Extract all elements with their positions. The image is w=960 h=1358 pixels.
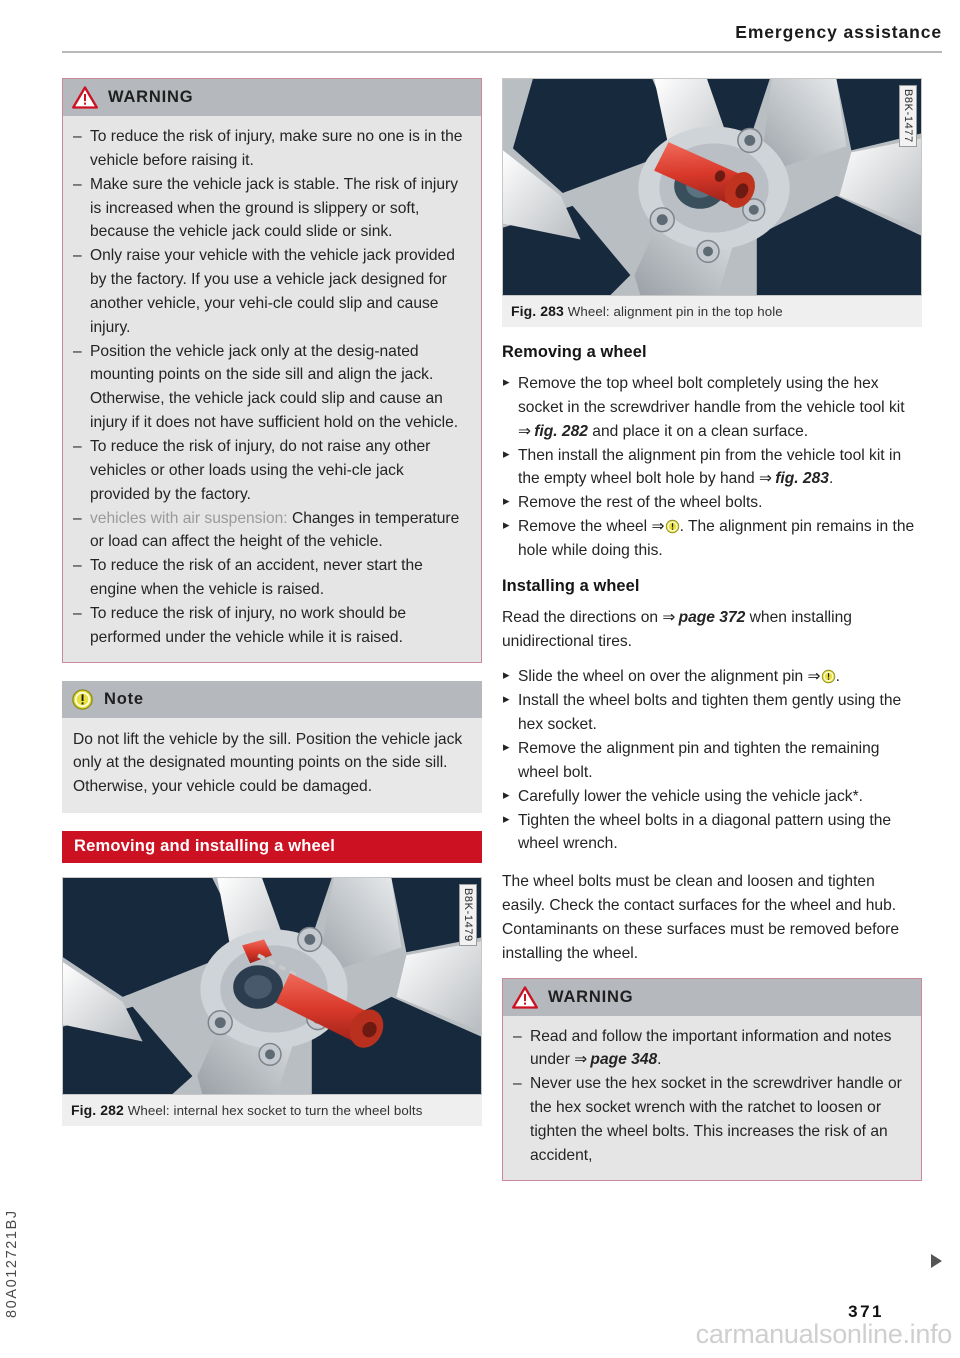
note-box-body bbox=[62, 718, 482, 814]
intro-page-reference: page 372 bbox=[678, 608, 746, 626]
step-text-post: . The alignment pin remains in the hole while doing this. bbox=[518, 518, 915, 559]
step-text-post: . bbox=[835, 668, 840, 686]
warning-item-post: . bbox=[657, 1051, 662, 1069]
warning-item: – To reduce the risk of injury, make sure no one is in the vehicle before raising it. bbox=[73, 125, 467, 173]
figure-283 bbox=[502, 78, 922, 327]
intro-post: when installing unidirectional tires. bbox=[502, 608, 852, 650]
warning-item-air-suspension bbox=[73, 507, 467, 555]
step-text: Slide the wheel on over the alignment pin bbox=[518, 668, 808, 686]
air-suspension-rest: Changes in temperature or load can affect the height of the vehicle. bbox=[90, 509, 460, 551]
installing-step: ▸ Tighten the wheel bolts in a diagonal pattern using the wheel wrench. bbox=[502, 809, 922, 857]
step-text: Remove the rest of the wheel bolts. bbox=[518, 494, 763, 512]
removing-step bbox=[502, 515, 922, 563]
figure-283-image bbox=[502, 78, 922, 296]
page-header bbox=[0, 0, 960, 60]
page-title: Emergency assistance bbox=[735, 22, 942, 42]
warning-triangle-icon bbox=[72, 86, 98, 109]
warning-page-reference: page 348 bbox=[590, 1051, 658, 1069]
warning-triangle-icon bbox=[512, 986, 538, 1009]
heading-removing-a-wheel: Removing a wheel bbox=[502, 343, 647, 361]
installing-step bbox=[502, 665, 922, 689]
step-text: Then install the alignment pin from the vehicle tool kit in the empty wheel bolt hole by hand bbox=[518, 446, 902, 488]
warning-item bbox=[513, 1025, 907, 1073]
removing-step bbox=[502, 491, 922, 515]
note-text: Do not lift the vehicle by the sill. Position the vehicle jack only at the designated mounting points on the side sill. Otherwise, your vehicle could be damaged. bbox=[73, 730, 463, 796]
left-column bbox=[62, 78, 482, 1142]
figure-282-caption bbox=[62, 1095, 482, 1126]
wheel-illustration-283 bbox=[503, 79, 921, 295]
reference-arrow-icon: ⇒ bbox=[759, 470, 776, 488]
warning-item: – Position the vehicle jack only at the desig-nated mounting points on the side sill and align the jack. Otherwise, the vehicle jack could slip and cause an injury if it does not have sufficient hold on the vehicle. bbox=[73, 340, 467, 435]
note-exclamation-icon bbox=[71, 688, 94, 711]
step-text-post: and place it on a clean surface. bbox=[587, 422, 809, 440]
installing-step: ▸ Install the wheel bolts and tighten them gently using the hex socket. bbox=[502, 689, 922, 737]
step-text: Remove the top wheel bolt completely using the hex socket in the screwdriver handle from the vehicle tool kit bbox=[518, 375, 905, 416]
note-box-header bbox=[62, 681, 482, 718]
warning-item-pre: Read and follow the important information and notes under bbox=[530, 1027, 892, 1069]
step-reference: fig. 283 bbox=[775, 470, 829, 488]
note-box bbox=[62, 681, 482, 814]
removing-step bbox=[502, 444, 922, 492]
installing-step: ▸ Carefully lower the vehicle using the vehicle jack*. bbox=[502, 785, 922, 809]
step-text: Remove the wheel bbox=[518, 518, 652, 536]
figure-283-caption-text: Wheel: alignment pin in the top hole bbox=[567, 304, 783, 319]
installing-step: ▸ Remove the alignment pin and tighten the remaining wheel bolt. bbox=[502, 737, 922, 785]
inline-note-badge-icon bbox=[665, 519, 680, 534]
header-divider bbox=[62, 51, 942, 53]
intro-pre: Read the directions on bbox=[502, 608, 663, 626]
figure-283-code: B8K-1477 bbox=[899, 85, 917, 147]
warning-item: – To reduce the risk of an accident, never start the engine when the vehicle is raised. bbox=[73, 554, 467, 602]
installing-steps-list bbox=[502, 665, 922, 856]
warning-item: – To reduce the risk of injury, do not raise any other vehicles or other loads using the vehi-cle jack provided by the factory. bbox=[73, 435, 467, 507]
heading-installing-a-wheel: Installing a wheel bbox=[502, 576, 640, 595]
page-number: 371 bbox=[848, 1302, 884, 1321]
figure-282 bbox=[62, 877, 482, 1126]
figure-283-caption bbox=[502, 296, 922, 327]
warning-item: – Never use the hex socket in the screwdriver handle or the hex socket wrench with the ratchet to loosen or tighten the wheel bolts. This increases the risk of an accident, bbox=[513, 1072, 907, 1167]
step-text-post: . bbox=[828, 470, 834, 488]
warning-box-bottom-body bbox=[503, 1016, 921, 1180]
warning-bottom-list bbox=[513, 1025, 907, 1168]
figure-282-caption-text: Wheel: internal hex socket to turn the wheel bolts bbox=[127, 1103, 423, 1119]
watermark: carmanualsonline.info bbox=[695, 1319, 952, 1349]
reference-arrow-icon: ⇒ bbox=[807, 668, 821, 686]
removing-steps-list bbox=[502, 372, 922, 563]
figure-283-number: Fig. 283 bbox=[511, 303, 564, 319]
figure-282-number: Fig. 282 bbox=[71, 1102, 124, 1119]
reference-arrow-icon: ⇒ bbox=[574, 1051, 591, 1069]
reference-arrow-icon: ⇒ bbox=[518, 422, 535, 440]
warning-box-bottom-header bbox=[503, 979, 921, 1016]
warning-box-bottom bbox=[502, 978, 922, 1181]
installing-intro bbox=[502, 606, 922, 654]
section-header-bar: Removing and installing a wheel bbox=[62, 831, 482, 863]
figure-282-image bbox=[62, 877, 482, 1095]
inline-note-badge-icon bbox=[821, 669, 836, 684]
removing-step bbox=[502, 372, 922, 444]
warning-list bbox=[73, 125, 467, 650]
right-column bbox=[502, 78, 922, 1199]
warning-box-header bbox=[63, 79, 481, 116]
warning-item: – Only raise your vehicle with the vehicle jack provided by the factory. If you use a vehicle jack designed for another vehicle, your vehi-cle could slip and cause injury. bbox=[73, 244, 467, 339]
document-id-vertical: 80A012721BJ bbox=[4, 1209, 20, 1318]
closing-paragraph: The wheel bolts must be clean and loosen and tighten easily. Check the contact surfaces for the wheel and hub. Contaminants on these surfaces must be removed before installing the wheel. bbox=[502, 873, 899, 962]
wheel-illustration-282 bbox=[63, 878, 481, 1094]
warning-item: – To reduce the risk of injury, no work should be performed under the vehicle while it is raised. bbox=[73, 602, 467, 650]
warning-item: – Make sure the vehicle jack is stable. The risk of injury is increased when the ground is slippery or soft, because the vehicle jack could slide or sink. bbox=[73, 173, 467, 245]
step-reference: fig. 282 bbox=[534, 422, 588, 440]
reference-arrow-icon: ⇒ bbox=[651, 518, 665, 536]
note-box-label: Note bbox=[104, 689, 144, 708]
warning-box-label: WARNING bbox=[108, 88, 194, 106]
figure-282-code: B8K-1479 bbox=[459, 884, 477, 946]
reference-arrow-icon: ⇒ bbox=[662, 608, 679, 626]
warning-box-bottom-label: WARNING bbox=[548, 987, 634, 1006]
air-suspension-lead: vehicles with air suspension: bbox=[90, 509, 288, 527]
continuation-arrow-icon bbox=[931, 1254, 942, 1268]
warning-box bbox=[62, 78, 482, 663]
warning-box-body bbox=[63, 116, 481, 662]
